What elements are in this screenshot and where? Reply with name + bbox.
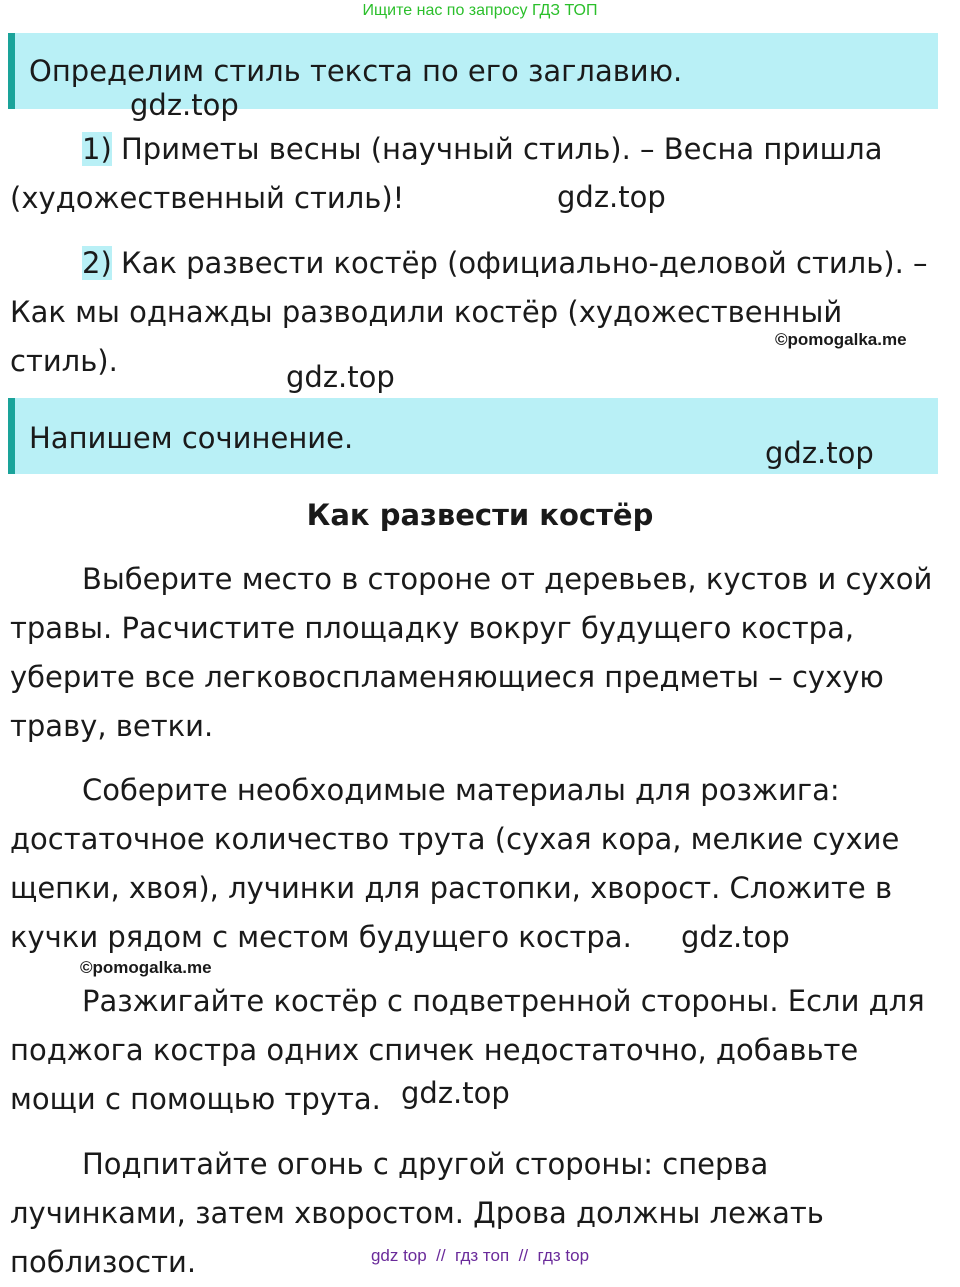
footer-text: gdz top // гдз топ // гдз top (370, 1246, 590, 1265)
paragraph-text: Соберите необходимые материалы для розжига: достаточное количество трута (сухая кора, мелкие сухие щепки, хвоя), лучинки для растопки, хворост. Сложите в кучки рядом с местом будущего костра. (10, 773, 900, 954)
footer (0, 1246, 960, 1266)
watermark-copyright: ©pomogalka.me (775, 330, 907, 349)
paragraph-text: Выберите место в стороне от деревьев, кустов и сухой травы. Расчистите площадку вокруг будущего костра, уберите все легковоспламеняющиеся предметы – сухую траву, ветки. (10, 562, 933, 743)
item-text: Приметы весны (научный стиль). – Весна пришла (художественный стиль)! (10, 132, 883, 215)
essay-title: Как развести костёр (306, 498, 654, 532)
essay-paragraph (10, 555, 950, 751)
list-item (10, 239, 950, 386)
watermark-gdz: gdz.top (765, 436, 874, 470)
top-banner: Ищите нас по запросу ГДЗ ТОП (362, 2, 598, 19)
section-heading: Напишем сочинение. (29, 421, 354, 455)
paragraph-text: Разжигайте костёр с подветренной стороны. Если для поджога костра одних спичек недостаточно, добавьте мощи с помощью трута. (10, 984, 925, 1116)
item-number: 2) (82, 246, 112, 280)
watermark-gdz: gdz.top (681, 920, 790, 954)
item-text: Как развести костёр (официально-деловой стиль). – Как мы однажды разводили костёр (художественный стиль). (10, 246, 928, 378)
watermark-gdz: gdz.top (401, 1076, 510, 1110)
watermark-gdz: gdz.top (286, 360, 395, 394)
item-number: 1) (82, 132, 112, 166)
list-item (10, 125, 950, 223)
essay-paragraph (10, 766, 950, 962)
watermark-gdz: gdz.top (130, 88, 239, 122)
paragraph-text: Подпитайте огонь с другой стороны: сперва лучинками, затем хворостом. Дрова должны лежать поблизости. (10, 1147, 824, 1279)
watermark-copyright: ©pomogalka.me (80, 958, 212, 977)
watermark-gdz: gdz.top (557, 180, 666, 214)
section-heading: Определим стиль текста по его заглавию. (29, 54, 683, 88)
